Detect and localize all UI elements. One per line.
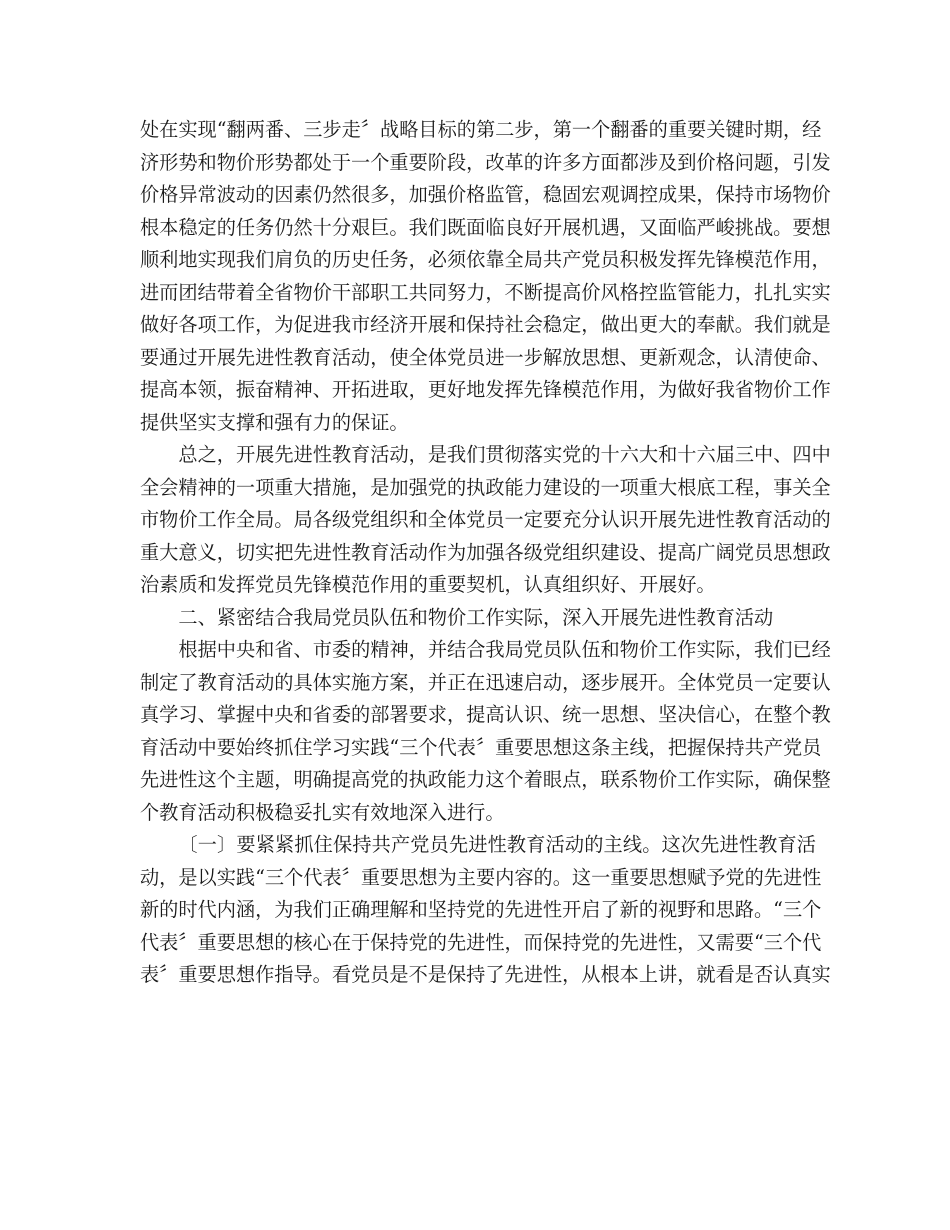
paragraph-2 (140, 439, 831, 602)
text-line: 顺利地实现我们肩负的历史任务，必须依靠全局共产党员积极发挥先锋模范作用， (140, 248, 831, 271)
text-line: 〔一〕要紧紧抓住保持共产党员先进性教育活动的主线。这次先进性教育活 (178, 833, 816, 856)
text-line: 全会精神的一项重大措施，是加强党的执政能力建设的一项重大根底工程，事关全 (140, 475, 831, 499)
text-line: 价格异常波动的因素仍然很多，加强价格监管，稳固宏观调控成果，保持市场物价 (140, 183, 831, 206)
text-line: 育活动中要始终抓住学习实践“三个代表〞重要思想这条主线，把握保持共产党员 (140, 735, 822, 759)
document-body (140, 114, 831, 992)
text-line: 动，是以实践“三个代表〞重要思想为主要内容的。这一重要思想赋予党的先进性 (140, 865, 822, 889)
text-line: 治素质和发挥党员先锋模范作用的重要契机，认真组织好、开展好。 (140, 573, 716, 596)
text-line: 要通过开展先进性教育活动，使全体党员进一步解放思想、更新观念，认清使命、 (140, 345, 831, 369)
text-line: 济形势和物价形势都处于一个重要阶段，改革的许多方面都涉及到价格问题，引发 (140, 150, 831, 174)
text-line: 代表〞重要思想的核心在于保持党的先进性，而保持党的先进性，又需要“三个代 (140, 930, 822, 954)
text-line: 进而团结带着全省物价干部职工共同努力，不断提高价风格控监管能力，扎扎实实 (140, 280, 831, 304)
text-line: 表〞重要思想作指导。看党员是不是保持了先进性，从根本上讲，就看是否认真实 (140, 963, 831, 986)
text-line: 二、紧密结合我局党员队伍和物价工作实际，深入开展先进性教育活动 (178, 605, 774, 629)
text-line: 市物价工作全局。局各级党组织和全体党员一定要充分认识开展先进性教育活动的 (140, 508, 831, 531)
section-heading (140, 602, 816, 635)
text-line: 根本稳定的任务仍然十分艰巨。我们既面临良好开展机遇，又面临严峻挑战。要想 (140, 215, 831, 239)
text-line: 新的时代内涵，为我们正确理解和坚持党的先进性开启了新的视野和思路。“三个 (140, 898, 822, 921)
text-line: 先进性这个主题，明确提高党的执政能力这个着眼点，联系物价工作实际，确保整 (140, 768, 831, 791)
text-line: 提供坚实支撑和强有力的保证。 (140, 410, 409, 434)
text-line: 总之，开展先进性教育活动，是我们贯彻落实党的十六大和十六届三中、四中 (178, 443, 831, 466)
paragraph-5 (140, 829, 831, 992)
text-line: 处在实现“翻两番、三步走〞战略目标的第二步，第一个翻番的重要关键时期，经 (140, 118, 822, 141)
text-line: 做好各项工作，为促进我市经济开展和保持社会稳定，做出更大的奉献。我们就是 (140, 313, 831, 336)
text-line: 提高本领，振奋精神、开拓进取，更好地发挥先锋模范作用，为做好我省物价工作 (140, 378, 831, 401)
text-line: 真学习、掌握中央和省委的部署要求，提高认识、统一思想、坚决信心，在整个教 (140, 703, 831, 726)
paragraph-1 (140, 114, 831, 439)
text-line: 重大意义，切实把先进性教育活动作为加强各级党组织建设、提高广阔党员思想政 (140, 540, 831, 564)
text-line: 制定了教育活动的具体实施方案，并正在迅速启动，逐步展开。全体党员一定要认 (140, 670, 831, 694)
paragraph-4 (140, 634, 831, 829)
text-line: 个教育活动积极稳妥扎实有效地深入进行。 (140, 800, 505, 824)
text-line: 根据中央和省、市委的精神，并结合我局党员队伍和物价工作实际，我们已经 (178, 638, 831, 661)
